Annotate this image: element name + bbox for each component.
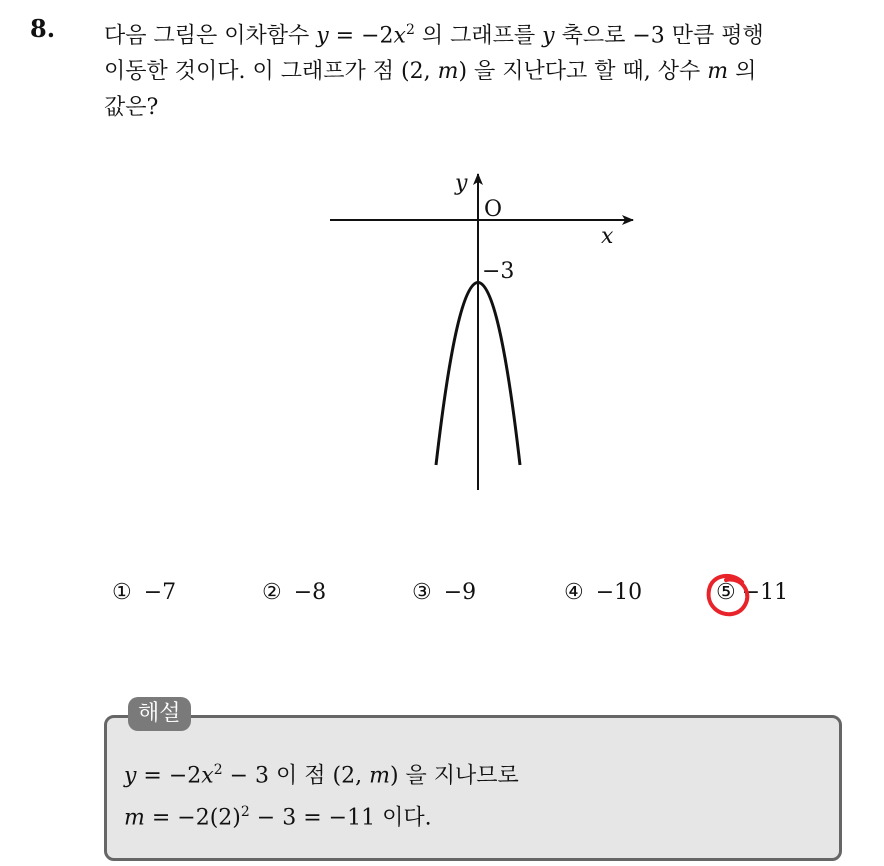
var-y: y — [542, 23, 555, 49]
solution-line-1 — [124, 752, 519, 794]
text-segment: − 3 이 점 (2, — [222, 763, 370, 789]
text-segment: 의 — [728, 59, 757, 85]
choice-1[interactable] — [112, 580, 176, 605]
question-number: 8. — [30, 14, 56, 43]
text-segment: ) 을 지나므로 — [389, 763, 519, 789]
text-segment: 다음 그림은 이차함수 — [104, 23, 317, 49]
var-m: m — [369, 763, 390, 789]
choice-value: −10 — [595, 580, 643, 605]
var-x: x — [201, 763, 214, 789]
var-m: m — [124, 805, 145, 831]
text-segment: 축으로 −3 만큼 평행 — [554, 23, 764, 49]
var-y: y — [316, 23, 329, 49]
text-segment: 의 그래프를 — [414, 23, 543, 49]
solution-label: 해설 — [128, 697, 191, 731]
var-m: m — [437, 59, 459, 85]
choice-value: −9 — [443, 580, 477, 605]
text-segment: ) 을 지난다고 할 때, 상수 — [458, 59, 708, 85]
x-axis-label: x — [601, 224, 614, 249]
text-segment: = −2 — [136, 763, 202, 789]
solution-text — [124, 752, 519, 837]
exponent: 2 — [240, 804, 250, 821]
solution-line-2 — [124, 794, 519, 836]
choice-mark: ⑤ — [716, 580, 736, 605]
text-segment: = −2 — [328, 23, 394, 49]
choice-mark: ① — [112, 580, 132, 605]
choice-mark: ④ — [564, 580, 584, 605]
text-segment: − 3 = −11 이다. — [249, 805, 432, 831]
text-segment: 이동한 것이다. 이 그래프가 점 (2, — [104, 59, 438, 85]
exponent: 2 — [405, 22, 415, 38]
choice-value: −8 — [293, 580, 327, 605]
selected-answer-circle-icon — [702, 570, 752, 620]
vertex-label: −3 — [482, 259, 515, 284]
choice-4[interactable] — [564, 580, 642, 605]
question-line-3: 값은? — [104, 95, 159, 121]
var-m: m — [707, 59, 729, 85]
y-axis-label: y — [455, 171, 468, 196]
text-segment: = −2(2) — [144, 805, 241, 831]
choice-value: −7 — [143, 580, 177, 605]
var-y: y — [124, 763, 137, 789]
origin-label: O — [484, 197, 503, 222]
exponent: 2 — [213, 762, 223, 778]
choice-value: −11 — [741, 580, 789, 605]
choice-mark: ② — [262, 580, 282, 605]
choice-mark: ③ — [412, 580, 432, 605]
var-x: x — [393, 23, 406, 49]
choice-3[interactable] — [412, 580, 476, 605]
choice-2[interactable] — [262, 580, 326, 605]
